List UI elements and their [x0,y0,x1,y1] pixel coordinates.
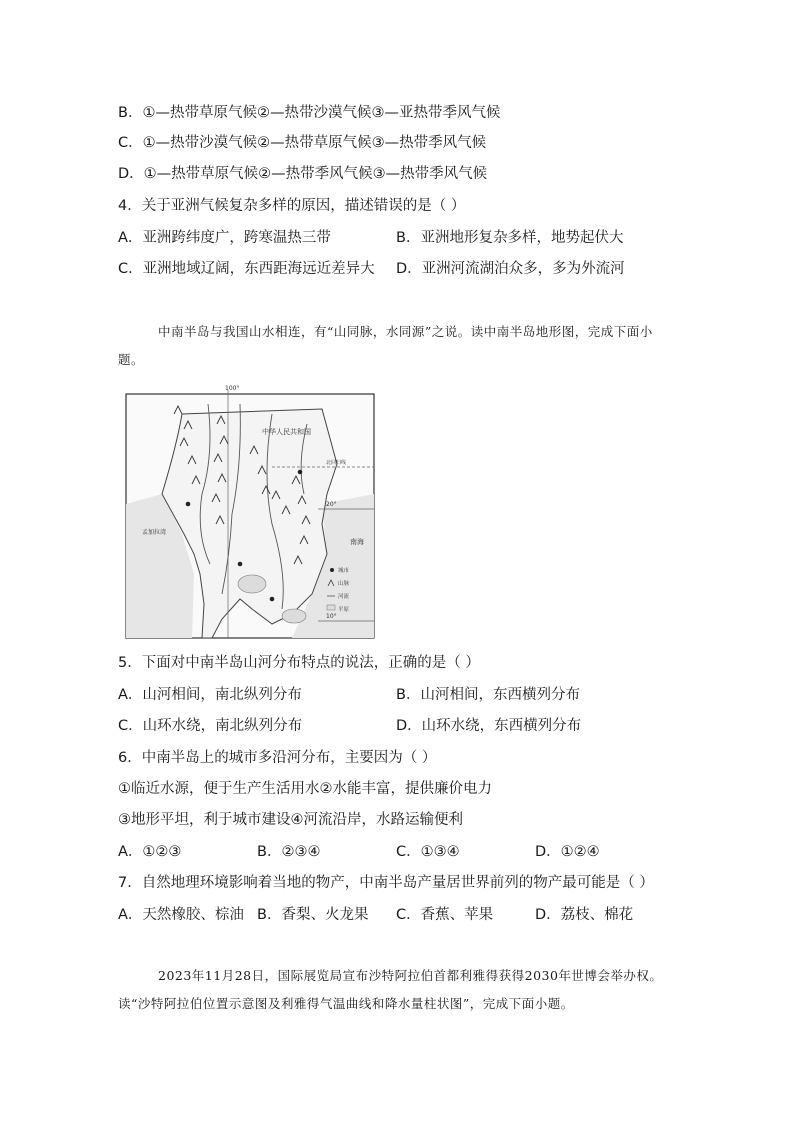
map-china-label: 中华人民共和国 [262,428,311,436]
q7-option-c: C．香蕉、苹果 [396,907,494,923]
q4-option-a: A．亚洲跨纬度广，跨寒温热三带 [118,230,331,246]
q5-option-d: D．山环水绕，东西横列分布 [396,718,582,734]
q5-option-a: A．山河相间，南北纵列分布 [118,687,302,703]
q7-option-d: D．荔枝、棉花 [535,907,634,923]
map-bay-of-bengal-label: 孟加拉湾 [142,529,167,536]
q3-option-d: D．①—热带草原气候②—热带季风气候③—热带季风气候 [118,166,488,182]
legend-plain: 平原 [338,607,350,613]
q5-option-b: B．山河相间，东西横列分布 [396,687,580,703]
map-lat20-label: 20° [326,501,337,508]
q3-option-b: B．①—热带草原气候②—热带沙漠气候③—亚热带季风气候 [118,105,501,121]
legend-river: 河流 [338,594,350,600]
q3-option-c: C．①—热带沙漠气候②—热带草原气候③—热带季风气候 [118,135,487,151]
q6-option-b: B．②③④ [257,844,321,860]
intro-paragraph-1: 中南半岛与我国山水相连，有“山同脉，水同源”之说。读中南半岛地形图，完成下面小题。 [118,324,653,367]
q4-stem: 4．关于亚洲气候复杂多样的原因，描述错误的是（ ） [118,198,466,214]
q6-statements-1: ①临近水源，便于生产生活用水②水能丰富，提供廉价电力 [118,781,492,797]
map-lon-label: 100° [225,385,240,392]
q6-option-c: C．①③④ [396,844,460,860]
legend-mountain: 山脉 [338,581,350,587]
map-tropic-label: 北回归线 [326,460,347,466]
legend-city: 城市 [338,568,350,574]
q6-option-d: D．①②④ [535,844,600,860]
q6-option-a: A．①②③ [118,844,182,860]
q4-option-c: C．亚洲地域辽阔，东西距海远近差异大 [118,261,375,277]
q6-stem: 6．中南半岛上的城市多沿河分布，主要因为（ ） [118,750,437,766]
intro-paragraph-2: 2023年11月28日，国际展览局宣布沙特阿拉伯首都利雅得获得2030年世博会举办权。读“沙特阿拉伯位置示意图及利雅得气温曲线和降水量柱状图”，完成下面小题。 [118,968,663,1011]
q4-option-d: D．亚洲河流湖泊众多，多为外流河 [396,261,625,277]
q5-option-c: C．山环水绕，南北纵列分布 [118,718,303,734]
map-south-sea-label: 南海 [350,538,364,546]
q7-option-a: A．天然橡胶、棕油 [118,907,244,923]
q6-statements-2: ③地形平坦，利于城市建设④河流沿岸，水路运输便利 [118,812,463,828]
map-lat10-label: 10° [326,613,337,620]
indochina-terrain-map [122,384,380,642]
q5-stem: 5．下面对中南半岛山河分布特点的说法，正确的是（ ） [118,655,480,671]
q7-option-b: B．香梨、火龙果 [257,907,369,923]
q7-stem: 7．自然地理环境影响着当地的物产，中南半岛产量居世界前列的物产最可能是（ ） [118,875,654,891]
q4-option-b: B．亚洲地形复杂多样，地势起伏大 [396,230,624,246]
